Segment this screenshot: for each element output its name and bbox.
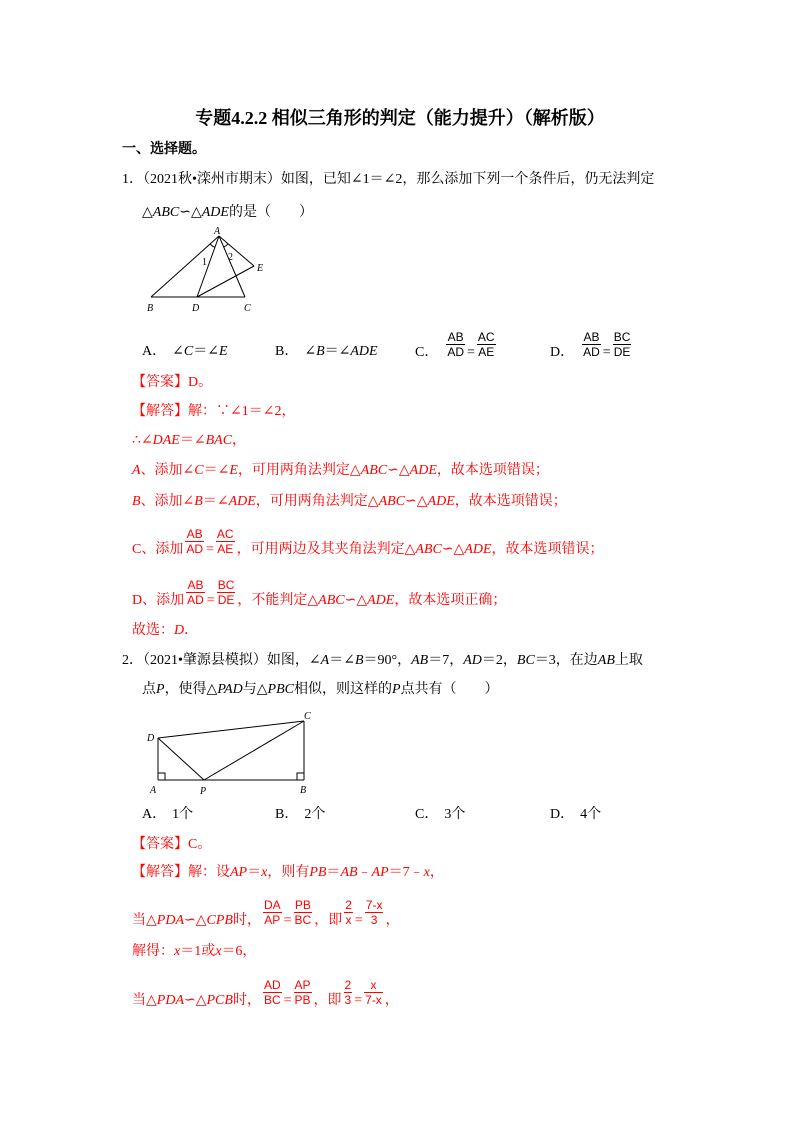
math-variable: x	[215, 944, 222, 959]
math-variable: AB	[411, 653, 429, 668]
q1-answer: 【答案】D。	[132, 375, 213, 390]
text-run: 当△	[132, 913, 157, 928]
q2-stem-line-2	[142, 680, 499, 700]
text-run: 1个	[172, 807, 194, 822]
fraction-numerator: PB	[294, 898, 311, 912]
math-variable: AD	[463, 653, 482, 668]
q1-stem-line-2	[142, 203, 313, 223]
q2-option-b	[275, 805, 325, 825]
math-variable: B	[316, 344, 325, 359]
text-run: ，不能判定△	[237, 593, 319, 608]
text-run: =	[206, 542, 214, 557]
fraction	[477, 330, 496, 359]
text-run: ＝2，	[481, 653, 517, 668]
point-label-a: A	[214, 226, 221, 237]
text-run: ∠	[304, 344, 317, 359]
math-variable: x	[423, 865, 430, 880]
text-run: 3个	[444, 807, 466, 822]
option-body	[580, 330, 633, 360]
fraction	[365, 898, 384, 927]
q1-option-b	[275, 342, 378, 362]
right-angle-mark-b	[297, 773, 304, 780]
angle-label-1: 1	[202, 257, 207, 268]
fraction	[613, 330, 632, 359]
q2-solution-line-1	[132, 863, 444, 883]
text-run: ＝90°，	[363, 653, 412, 668]
fraction-denominator: DE	[217, 593, 235, 607]
fraction-numerator: DA	[263, 898, 281, 912]
fraction-numerator: AB	[186, 527, 203, 541]
text-run: =	[354, 913, 363, 928]
segment-dc	[158, 721, 304, 738]
math-variable: ADE	[367, 593, 395, 608]
text-run: 当△	[132, 993, 157, 1008]
text-run: =	[283, 913, 292, 928]
q2-solution-line-2	[132, 898, 400, 931]
math-variable: B	[354, 653, 364, 668]
text-run: ＝	[326, 865, 341, 880]
text-run: 【解答】解：设	[132, 865, 230, 880]
option-letter: B．	[275, 344, 299, 359]
fraction	[263, 978, 282, 1007]
math-variable: C	[183, 344, 194, 359]
q2-answer: 【答案】C。	[132, 837, 212, 852]
fraction-denominator: AD	[447, 345, 465, 359]
text-run: 点	[142, 682, 156, 697]
q2-number: 2．	[122, 653, 143, 668]
math-variable: CPB	[206, 913, 233, 928]
fraction-denominator: PB	[294, 993, 311, 1007]
point-label-c: C	[244, 303, 251, 314]
q1-solution-line-7	[132, 621, 198, 641]
math-variable: A	[320, 653, 330, 668]
text-run: ，	[429, 865, 444, 880]
math-variable: ADE	[228, 494, 256, 509]
text-run: D、添加	[132, 593, 185, 608]
point-label-d: D	[147, 733, 155, 744]
angle-1-arc	[210, 244, 215, 247]
fraction	[186, 578, 205, 607]
text-run: ＝1或	[180, 944, 216, 959]
text-run: ，	[232, 433, 247, 448]
fraction	[344, 898, 353, 927]
q2-trapezoid-figure	[140, 708, 320, 800]
q1-solution-line-4	[132, 492, 567, 512]
math-variable: A	[132, 463, 141, 478]
q1-option-a	[142, 342, 228, 362]
fraction-numerator: BC	[613, 330, 631, 344]
option-letter: D．	[550, 345, 575, 360]
text-run: 故选：	[132, 623, 174, 638]
math-variable: P	[392, 682, 401, 697]
math-variable: E	[229, 463, 238, 478]
option-body	[304, 344, 377, 359]
math-variable: ABC	[378, 494, 406, 509]
fraction-denominator: AD	[583, 345, 600, 359]
fraction-denominator: DE	[613, 345, 631, 359]
option-body	[172, 807, 193, 822]
option-body	[444, 330, 497, 360]
math-variable: PDA	[156, 993, 184, 1008]
point-label-a: A	[150, 785, 157, 796]
fraction	[446, 330, 465, 359]
fraction-denominator: 7-x	[365, 993, 382, 1007]
fraction-numerator: 2	[344, 978, 352, 992]
text-run: 时，	[232, 993, 261, 1008]
q2-option-a	[142, 805, 193, 825]
text-run: （2021秋•滦州市期末）如图，已知∠1＝∠2，那么添加下列一个条件后，仍无法判定	[143, 172, 655, 187]
math-variable: ADE	[427, 494, 455, 509]
fraction-numerator: AD	[263, 978, 281, 992]
text-run: 点共有（ ）	[400, 682, 499, 697]
fraction-numerator: BC	[217, 578, 235, 592]
text-run: 、添加∠	[140, 494, 195, 509]
fraction-denominator: 3	[370, 913, 378, 927]
q1-triangle-figure	[140, 226, 270, 318]
text-run: ∽△	[387, 463, 410, 478]
fraction-numerator: 2	[345, 898, 352, 912]
point-label-b: B	[147, 303, 154, 314]
math-variable: B	[132, 494, 141, 509]
segment-ae	[219, 236, 254, 266]
fraction-numerator: AC	[216, 527, 234, 541]
segment-ac	[219, 236, 245, 297]
text-run: ，可用两边及其夹角法判定△	[236, 542, 416, 557]
q2-option-d	[550, 805, 601, 825]
segment-ab	[151, 236, 219, 297]
text-run: ＝∠	[203, 463, 230, 478]
q1-stem-line-1	[122, 170, 654, 190]
fraction-numerator: AC	[477, 330, 495, 344]
q1-option-c	[415, 330, 498, 363]
text-run: =	[467, 345, 475, 360]
fraction-numerator: AP	[294, 978, 311, 992]
angle-2-arc	[224, 244, 228, 247]
text-run: ＝	[247, 865, 262, 880]
text-run: =	[354, 993, 363, 1008]
text-run: ∠	[172, 344, 184, 359]
fraction	[294, 978, 312, 1007]
text-run: ＝∠	[193, 344, 219, 359]
text-run: 上取	[614, 653, 643, 668]
text-run: ，故本选项错误；	[454, 494, 567, 509]
text-run: 4个	[580, 807, 602, 822]
fraction-numerator: x	[364, 978, 383, 993]
fraction	[364, 978, 383, 1007]
fraction-numerator: AB	[187, 578, 204, 592]
text-run: ＝∠	[329, 653, 355, 668]
option-letter: D．	[550, 807, 575, 822]
section-heading: 一、选择题。	[122, 142, 206, 157]
text-run: ，故本选项正确；	[394, 593, 507, 608]
option-letter: B．	[275, 807, 299, 822]
text-run: ∽△	[184, 913, 207, 928]
text-run: ＝7，	[428, 653, 464, 668]
text-run: =	[206, 593, 215, 608]
segment-pc	[204, 721, 304, 780]
q1-number: 1．	[122, 172, 143, 187]
math-variable: B	[194, 494, 203, 509]
text-run: ∴∠	[132, 433, 153, 448]
point-label-d: D	[192, 303, 200, 314]
fraction-denominator: BC	[294, 913, 312, 927]
math-variable: E	[218, 344, 228, 359]
fraction	[185, 527, 204, 556]
fraction-denominator: BC	[263, 993, 281, 1007]
option-letter: C．	[415, 345, 439, 360]
segment-ad	[197, 236, 219, 297]
fraction-numerator: AB	[447, 330, 464, 344]
text-run: ∽△	[441, 542, 465, 557]
math-variable: DAE	[152, 433, 180, 448]
math-variable: AB	[597, 653, 615, 668]
text-run: 【解答】解：∵∠1＝∠2，	[132, 404, 296, 419]
text-run: =	[602, 345, 611, 360]
text-run: ＝7﹣	[388, 865, 424, 880]
text-run: 解得：	[132, 944, 174, 959]
text-run: 时，	[232, 913, 261, 928]
fraction	[344, 978, 353, 1007]
text-run: C、添加	[132, 542, 184, 557]
option-body	[172, 344, 227, 359]
q1-solution-line-2	[132, 431, 246, 451]
math-variable: AP	[371, 865, 389, 880]
q1-solution-line-6	[132, 578, 507, 611]
math-variable: PAD	[217, 682, 243, 697]
fraction	[294, 898, 313, 927]
text-run: ∽△	[344, 593, 368, 608]
text-run: （2021•肇源县模拟）如图，∠	[143, 653, 321, 668]
text-run: 相似，则这样的	[294, 682, 392, 697]
point-label-c: C	[304, 711, 311, 722]
q1-solution-line-1	[132, 402, 295, 422]
text-run: ＝∠	[179, 433, 206, 448]
point-label-p: P	[200, 786, 207, 797]
text-run: ，故本选项错误；	[436, 463, 549, 478]
fraction	[216, 527, 235, 556]
fraction-denominator: AE	[217, 542, 234, 556]
math-variable: P	[156, 682, 165, 697]
text-run: ，可用两角法判定△	[255, 494, 379, 509]
text-run: ﹣	[357, 865, 372, 880]
text-run: ＝∠	[324, 344, 351, 359]
math-variable: AP	[230, 865, 248, 880]
math-variable: D	[174, 623, 185, 638]
text-run: ，	[385, 913, 400, 928]
fraction-denominator: 3	[344, 993, 352, 1007]
point-label-b: B	[300, 785, 307, 796]
angle-label-2: 2	[228, 252, 233, 263]
q2-option-c	[415, 805, 465, 825]
q1-option-d	[550, 330, 633, 363]
text-run: 的是（ ）	[228, 205, 313, 220]
math-variable: ABC	[152, 205, 180, 220]
math-variable: ADE	[201, 205, 229, 220]
text-run: ，即	[314, 913, 343, 928]
q2-solution-line-3	[132, 942, 256, 962]
fraction-numerator: AB	[583, 330, 600, 344]
text-run: 、添加∠	[140, 463, 195, 478]
text-run: ，	[384, 993, 399, 1008]
fraction-denominator: x	[345, 913, 352, 927]
math-variable: ADE	[350, 344, 378, 359]
q2-stem-line-1	[122, 651, 643, 671]
text-run: ∽△	[179, 205, 202, 220]
math-variable: ABC	[415, 542, 442, 557]
text-run: ∽△	[184, 993, 207, 1008]
fraction-denominator: AD	[187, 593, 204, 607]
fraction-denominator: AD	[186, 542, 204, 556]
text-run: ，即	[313, 993, 342, 1008]
math-variable: C	[194, 463, 204, 478]
text-run: 与△	[242, 682, 268, 697]
math-variable: ABC	[318, 593, 345, 608]
text-run: ∽△	[405, 494, 428, 509]
math-variable: ADE	[464, 542, 492, 557]
math-variable: x	[174, 944, 181, 959]
text-run: 2个	[304, 807, 326, 822]
math-variable: AB	[340, 865, 358, 880]
document-title: 专题4.2.2 相似三角形的判定（能力提升）（解析版）	[195, 108, 605, 128]
text-run: ＝∠	[202, 494, 229, 509]
math-variable: PB	[309, 865, 327, 880]
math-variable: BC	[516, 653, 535, 668]
math-variable: ABC	[360, 463, 388, 478]
q1-solution-line-5	[132, 527, 604, 560]
text-run: ，则有	[267, 865, 310, 880]
point-label-e: E	[257, 263, 264, 274]
text-run: ，使得△	[164, 682, 218, 697]
text-run: ＝3，在边	[534, 653, 598, 668]
option-body	[580, 807, 601, 822]
math-variable: PCB	[206, 993, 233, 1008]
fraction	[263, 898, 282, 927]
fraction-denominator: AP	[264, 913, 281, 927]
option-letter: A．	[142, 807, 167, 822]
option-body	[444, 807, 465, 822]
text-run: ．	[184, 623, 199, 638]
right-angle-mark-a	[158, 773, 165, 780]
math-variable: ADE	[409, 463, 437, 478]
fraction	[217, 578, 236, 607]
q1-solution-line-3	[132, 461, 549, 481]
math-variable: x	[261, 865, 268, 880]
text-run: ，可用两角法判定△	[237, 463, 361, 478]
fraction-numerator: 7-x	[365, 898, 383, 912]
math-variable: PBC	[267, 682, 294, 697]
option-letter: C．	[415, 807, 439, 822]
fraction	[582, 330, 601, 359]
text-run: ＝6，	[221, 944, 257, 959]
text-run: △	[142, 205, 153, 220]
q2-solution-line-4	[132, 978, 399, 1011]
fraction-denominator: AE	[478, 345, 495, 359]
text-run: ，故本选项错误；	[491, 542, 604, 557]
math-variable: PDA	[156, 913, 184, 928]
math-variable: BAC	[205, 433, 233, 448]
option-body	[304, 807, 325, 822]
option-letter: A．	[142, 344, 167, 359]
text-run: =	[283, 993, 292, 1008]
segment-de	[197, 266, 254, 297]
